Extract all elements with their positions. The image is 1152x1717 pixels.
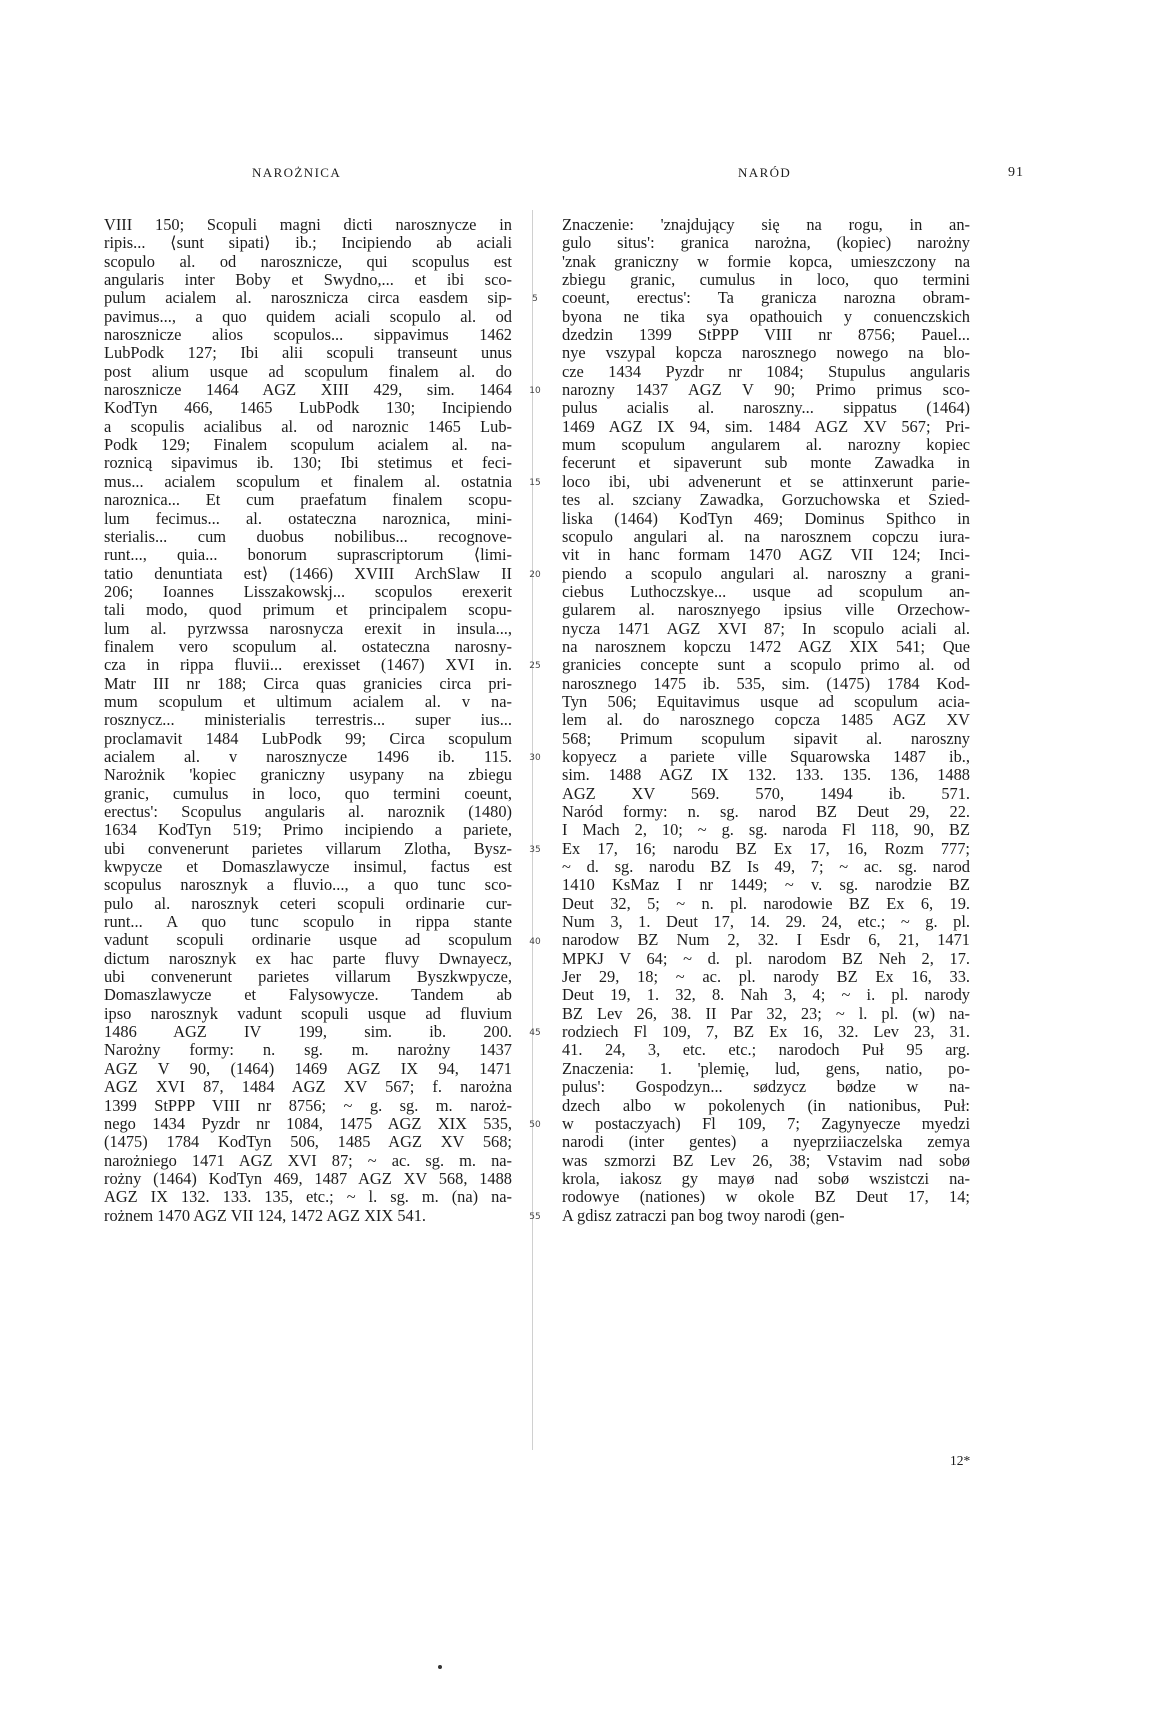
text-line: scopulo al. od narosznicze, qui scopulus est [104, 251, 512, 271]
text-line: was szmorzi BZ Lev 26, 38; Vstavim nad sobø [562, 1150, 970, 1170]
text-line: narodi (inter gentes) a nyeprziiaczelska zemya [562, 1132, 970, 1152]
text-line: Matr III nr 188; Circa quas granicies circa pri- [104, 673, 512, 693]
text-line: Deut 19, 1. 32, 8. Nah 3, 4; ~ i. pl. narody [562, 985, 970, 1005]
line-number: 15 [529, 477, 541, 488]
text-line: ciebus Luthoczskye... usque ad scopulum an- [562, 581, 970, 601]
text-line: Narożnik 'kopiec graniczny usypany na zbiegu [104, 765, 512, 785]
text-line: rodziech Fl 109, 7, BZ Ex 16, 32. Lev 23, 31. [562, 1022, 970, 1042]
text-line: tali modo, quod primum et principalem scopu- [104, 600, 512, 620]
text-line: krola, iakosz gy mayø nad sobø wszistczi na- [562, 1168, 970, 1188]
text-line: Ex 17, 16; narodu BZ Ex 17, 16, Rozm 777; [562, 838, 970, 858]
text-line: 206; Ioannes Lisszakowskj... scopulos erexerit [104, 581, 512, 601]
text-line: narożniego 1471 AGZ XVI 87; ~ ac. sg. m. na- [104, 1150, 512, 1170]
page-number: 91 [1008, 165, 1024, 180]
text-line: pulum acialem al. narosznicza circa easdem sip- [104, 288, 512, 308]
text-line: Podk 129; Finalem scopulum acialem al. na- [104, 435, 512, 455]
text-line: Jer 29, 18; ~ ac. pl. narody BZ Ex 16, 33. [562, 967, 970, 987]
text-line: dzedzin 1399 StPPP VIII nr 8756; Pauel... [562, 325, 970, 345]
line-number: 25 [529, 661, 541, 672]
text-line: piendo a scopulo angulari al. naroszny a grani- [562, 563, 970, 583]
text-line: byona ne tika sya opathouich y conuenczskich [562, 306, 970, 326]
text-line: finalem vero scopulum al. ostateczna narosny- [104, 636, 512, 656]
text-line: nego 1434 Pyzdr nr 1084, 1475 AGZ XIX 535, [104, 1113, 512, 1133]
text-line: kwpycze et Domaszlawycze insimul, factus est [104, 857, 512, 877]
text-line: Znaczenia: 1. 'plemię, lud, gens, natio, po- [562, 1058, 970, 1078]
line-number: 55 [529, 1211, 541, 1222]
text-line: 1410 KsMaz I nr 1449; ~ v. sg. narodzie BZ [562, 875, 970, 895]
text-line: Tyn 506; Equitavimus usque ad scopulum acia- [562, 691, 970, 711]
line-number: 5 [532, 294, 538, 305]
text-line: granic, cumulus in loco, quo termini coeunt, [104, 783, 512, 803]
line-number: 45 [529, 1028, 541, 1039]
text-line: Num 3, 1. Deut 17, 14. 29. 24, etc.; ~ g. pl. [562, 912, 970, 932]
text-line: loco ibi, ubi advenerunt et se attinxerunt parie- [562, 471, 970, 491]
text-line: KodTyn 466, 1465 LubPodk 130; Incipiendo [104, 398, 512, 418]
text-line: runt... A quo tunc scopulo in rippa stante [104, 912, 512, 932]
running-head-right: NARÓD [738, 165, 792, 180]
text-line: pulo al. narosznyk ceteri scopuli ordinarie cur- [104, 893, 512, 913]
text-line: erectus': Scopulus angularis al. naroznik (1480) [104, 802, 512, 821]
text-line: nycza 1471 AGZ XVI 87; In scopulo aciali al. [562, 618, 970, 638]
text-line: kopyecz a pariete ville Squarowska 1487 ib., [562, 746, 970, 766]
text-line: BZ Lev 26, 38. II Par 32, 23; ~ l. pl. (w) na- [562, 1003, 970, 1023]
text-line: proclamavit 1484 LubPodk 99; Circa scopulum [104, 728, 512, 748]
line-number: 50 [529, 1120, 541, 1131]
text-line: lum fecimus... al. ostateczna naroznica, mini- [104, 508, 512, 528]
text-line: dictum narosznyk ex hac parte fluvy Dwnayecz, [104, 948, 512, 968]
text-line: gulo situs': granica narożna, (kopiec) narożny [562, 233, 970, 253]
text-line: 41. 24, 3, etc. etc.; narodoch Puł 95 arg. [562, 1040, 970, 1060]
text-line: dzech albo w pokolenych (in nationibus, Puł: [562, 1095, 970, 1115]
text-line: rosznycz... ministerialis terrestris... super ius... [104, 710, 512, 730]
text-line: 1399 StPPP VIII nr 8756; ~ g. sg. m. naroż- [104, 1095, 512, 1115]
signature-mark: 12* [950, 1453, 971, 1468]
line-number: 10 [529, 386, 541, 397]
text-line: Znaczenie: 'znajdujący się na rogu, in an- [562, 215, 970, 234]
text-line: na narosznem kopczu 1472 AGZ XIX 541; Que [562, 636, 970, 656]
text-line: liska (1464) KodTyn 469; Dominus Spithco in [562, 508, 970, 528]
text-line: rodowye (nationes) w okole BZ Deut 17, 14; [562, 1187, 970, 1207]
text-line: AGZ XVI 87, 1484 AGZ XV 567; f. narożna [104, 1077, 512, 1097]
text-line: coeunt, erectus': Ta granicza narozna obram- [562, 288, 970, 308]
line-number: 40 [529, 936, 541, 947]
text-line: 1634 KodTyn 519; Primo incipiendo a pariete, [104, 820, 512, 840]
text-line: VIII 150; Scopuli magni dicti narosznycze in [104, 215, 512, 234]
text-line: Domaszlawycze et Falysowycze. Tandem ab [104, 985, 512, 1005]
text-line: runt..., quia... bonorum suprascriptorum ⟨limi- [104, 545, 512, 565]
text-line: ripis... ⟨sunt sipati⟩ ib.; Incipiendo ab aciali [104, 233, 512, 253]
text-line: cze 1434 Pyzdr nr 1084; Stupulus angularis [562, 361, 970, 381]
text-line: vit in hanc formam 1470 AGZ VII 124; Inci- [562, 545, 970, 565]
left-text-column [104, 216, 512, 1225]
right-text-column [562, 216, 970, 1225]
text-line: rożny (1464) KodTyn 469, 1487 AGZ XV 568, 1488 [104, 1168, 512, 1188]
text-line: (1475) 1784 KodTyn 506, 1485 AGZ XV 568; [104, 1132, 512, 1152]
text-line: narosznicze 1464 AGZ XIII 429, sim. 1464 [104, 380, 512, 400]
text-line: lem al. do narosznego copcza 1485 AGZ XV [562, 710, 970, 730]
text-line: a scopulis acialibus al. od naroznic 1465 Lub- [104, 416, 512, 436]
line-number: 30 [529, 753, 541, 764]
line-number: 20 [529, 569, 541, 580]
text-line: AGZ V 90, (1464) 1469 AGZ IX 94, 1471 [104, 1058, 512, 1078]
text-line: rożnem 1470 AGZ VII 124, 1472 AGZ XIX 541. [104, 1205, 427, 1225]
text-line: tes al. szciany Zawadka, Gorzuchowska et Szied- [562, 490, 970, 510]
line-number: 35 [529, 844, 541, 855]
text-line: scopulo angulari al. na narosznem copczu iura- [562, 526, 970, 546]
text-line: naroznica... Et cum praefatum finalem scopu- [104, 490, 512, 510]
text-line: angularis inter Boby et Swydno,... et ibi sco- [104, 270, 512, 290]
text-line: pulus acialis al. naroszny... sippatus (1464) [562, 398, 970, 418]
text-line: Naród formy: n. sg. narod BZ Deut 29, 22. [562, 802, 970, 821]
text-line: ~ d. sg. narodu BZ Is 49, 7; ~ ac. sg. narod [562, 857, 970, 877]
text-line: zbiegu granic, cumulus in loco, quo termini [562, 270, 970, 290]
text-line: acialem al. v narosznycze 1496 ib. 115. [104, 746, 512, 766]
text-line: narodow BZ Num 2, 32. I Esdr 6, 21, 1471 [562, 930, 970, 950]
text-line: scopulus narosznyk a fluvio..., a quo tunc sco- [104, 875, 512, 895]
text-line: narosznicze alios scopulos... sippavimus 1462 [104, 325, 512, 345]
text-line: AGZ XV 569. 570, 1494 ib. 571. [562, 783, 970, 803]
text-line: gularem al. narosznyego ipsius ville Orzechow- [562, 600, 970, 620]
text-line: tatio denuntiata est⟩ (1466) XVIII ArchSlaw II [104, 563, 512, 583]
text-line: granicies concepte sunt a scopulo primo al. od [562, 655, 970, 675]
text-line: lum al. pyrzwssa narosnycza erexit in insula..., [104, 618, 512, 638]
text-line: post alium usque ad scopulum finalem al. do [104, 361, 512, 381]
text-line: narosznego 1475 ib. 535, sim. (1475) 1784 Kod- [562, 673, 970, 693]
text-line: MPKJ V 64; ~ d. pl. narodom BZ Neh 2, 17. [562, 948, 970, 968]
text-line: 1469 AGZ IX 94, sim. 1484 AGZ XV 567; Pri- [562, 416, 970, 436]
text-line: mus... acialem scopulum et finalem al. ostatnia [104, 471, 512, 491]
text-line: sim. 1488 AGZ IX 132. 133. 135. 136, 1488 [562, 765, 970, 785]
text-line: Narożny formy: n. sg. m. narożny 1437 [104, 1040, 512, 1060]
text-line: pulus': Gospodzyn... sødzycz bødze w na- [562, 1077, 970, 1097]
text-line: 1486 AGZ IV 199, sim. ib. 200. [104, 1022, 512, 1042]
text-line: mum scopulum et ultimum acialem al. v na- [104, 691, 512, 711]
text-line: roznicą sipavimus ib. 130; Ibi stetimus et feci- [104, 453, 512, 473]
text-line: pavimus..., a quo quidem aciali scopulo al. od [104, 306, 512, 326]
text-line: sterialis... cum duobus nobilibus... recognove- [104, 526, 512, 546]
text-line: ubi convenerunt parietes villarum Zlotha, Bysz- [104, 838, 512, 858]
text-line: ipso narosznyk vadunt scopuli usque ad fluvium [104, 1003, 512, 1023]
text-line: A gdisz zatraczi pan bog twoy narodi (gen- [562, 1205, 845, 1225]
text-line: 568; Primum scopulum sipavit al. naroszny [562, 728, 970, 748]
text-line: vadunt scopuli ordinarie usque ad scopulum [104, 930, 512, 950]
text-line: nye vszypal kopcza narosznego nowego na blo- [562, 343, 970, 363]
text-line: I Mach 2, 10; ~ g. sg. naroda Fl 118, 90, BZ [562, 820, 970, 840]
text-line: AGZ IX 132. 133. 135, etc.; ~ l. sg. m. (na) na- [104, 1187, 512, 1207]
text-line: mum scopulum angularem al. narozny kopiec [562, 435, 970, 455]
ink-dot [438, 1665, 442, 1669]
text-line: ubi convenerunt parietes villarum Byszkwpycze, [104, 967, 512, 987]
text-line: cza in rippa fluvii... erexisset (1467) XVI in. [104, 655, 512, 675]
text-line: w postaczyach) Fl 109, 7; Zagynyecze myedzi [562, 1113, 970, 1133]
text-line: narozny 1437 AGZ V 90; Primo primus sco- [562, 380, 970, 400]
text-line: Deut 32, 5; ~ n. pl. narodowie BZ Ex 6, 19. [562, 893, 970, 913]
text-line: fecerunt et sipaverunt sub monte Zawadka in [562, 453, 970, 473]
running-head-left: NAROŻNICA [252, 165, 342, 180]
text-line: LubPodk 127; Ibi alii scopuli transeunt unus [104, 343, 512, 363]
text-line: 'znak graniczny w formie kopca, umieszczony na [562, 251, 970, 271]
